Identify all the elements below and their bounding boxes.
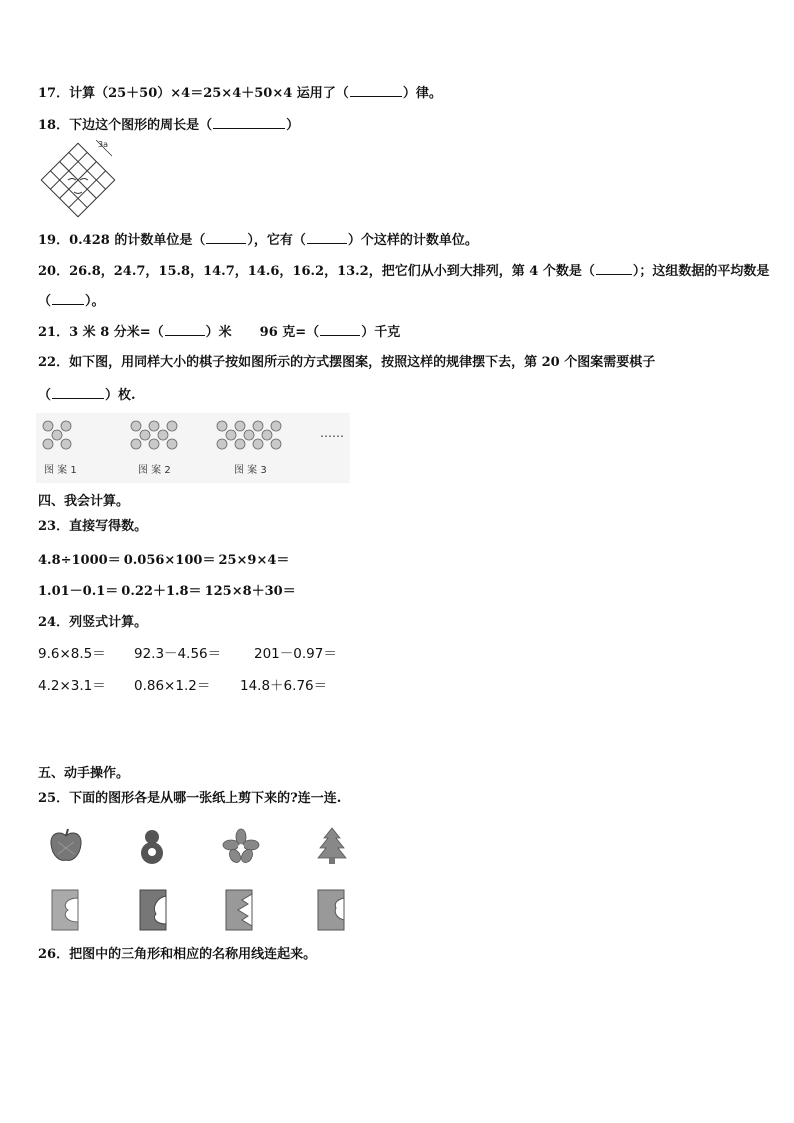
question-25-title: 25．下面的图形各是从哪一张纸上剪下来的?连一连.	[38, 791, 342, 806]
side-length-label: 3a	[98, 140, 108, 149]
ellipsis: ……	[320, 426, 344, 440]
question-22: 22．如下图，用同样大小的棋子按如图所示的方式摆图案，按照这样的规律摆下去，第 20 个图案需要棋子	[38, 355, 656, 370]
caption-pattern-3: 图 案 3	[234, 465, 267, 476]
answer-blank[interactable]	[213, 116, 285, 129]
answer-blank[interactable]	[350, 84, 402, 97]
question-23-row1: 4.8÷1000＝ 0.056×100＝ 25×9×4＝	[38, 553, 290, 568]
question-20-line2: （ ）。	[38, 294, 105, 309]
question-20: 20．26.8，24.7，15.8，14.7，14.6，16.2，13.2，把它们从小到大排列，第 4 个数是（ ）；这组数据的平均数是	[38, 264, 770, 279]
paper-piece-2[interactable]	[138, 888, 168, 932]
answer-blank[interactable]	[52, 386, 104, 399]
paper-piece-3[interactable]	[224, 888, 254, 932]
question-21: 21．3 米 8 分米=（ ）米 96 克=（ ）千克	[38, 325, 401, 340]
paper-piece-4[interactable]	[316, 888, 346, 932]
question-18: 18．下边这个图形的周长是（ ）	[38, 118, 300, 133]
question-23-row2: 1.01－0.1＝ 0.22＋1.8＝ 125×8＋30＝	[38, 584, 296, 599]
diamond-grid-figure	[38, 136, 118, 222]
question-24-title: 24．列竖式计算。	[38, 615, 148, 630]
paper-piece-1[interactable]	[50, 888, 80, 932]
gourd-icon[interactable]	[134, 826, 170, 866]
answer-blank[interactable]	[52, 292, 84, 305]
flower-icon[interactable]	[222, 828, 260, 864]
pattern-figure	[36, 413, 350, 483]
answer-blank[interactable]	[596, 262, 632, 275]
answer-blank[interactable]	[320, 323, 360, 336]
question-19: 19．0.428 的计数单位是（ ），它有（ ）个这样的计数单位。	[38, 233, 478, 248]
section-5-heading: 五、动手操作。	[38, 766, 130, 781]
answer-blank[interactable]	[165, 323, 205, 336]
caption-pattern-1: 图 案 1	[44, 465, 77, 476]
question-17: 17．计算（25＋50）×4＝25×4＋50×4 运用了（ ）律。	[38, 86, 442, 101]
question-22-line2: （ ）枚.	[38, 388, 136, 403]
section-4-heading: 四、我会计算。	[38, 494, 130, 509]
question-24-row1: 9.6×8.5＝ 92.3－4.56＝ 201－0.97＝	[38, 646, 337, 662]
answer-blank[interactable]	[206, 231, 246, 244]
answer-blank[interactable]	[307, 231, 347, 244]
question-24-row2: 4.2×3.1＝ 0.86×1.2＝ 14.8＋6.76＝	[38, 678, 328, 694]
tree-icon[interactable]	[316, 826, 348, 866]
apple-icon[interactable]	[46, 826, 86, 866]
caption-pattern-2: 图 案 2	[138, 465, 171, 476]
question-26-title: 26．把图中的三角形和相应的名称用线连起来。	[38, 947, 317, 962]
question-23-title: 23．直接写得数。	[38, 519, 148, 534]
